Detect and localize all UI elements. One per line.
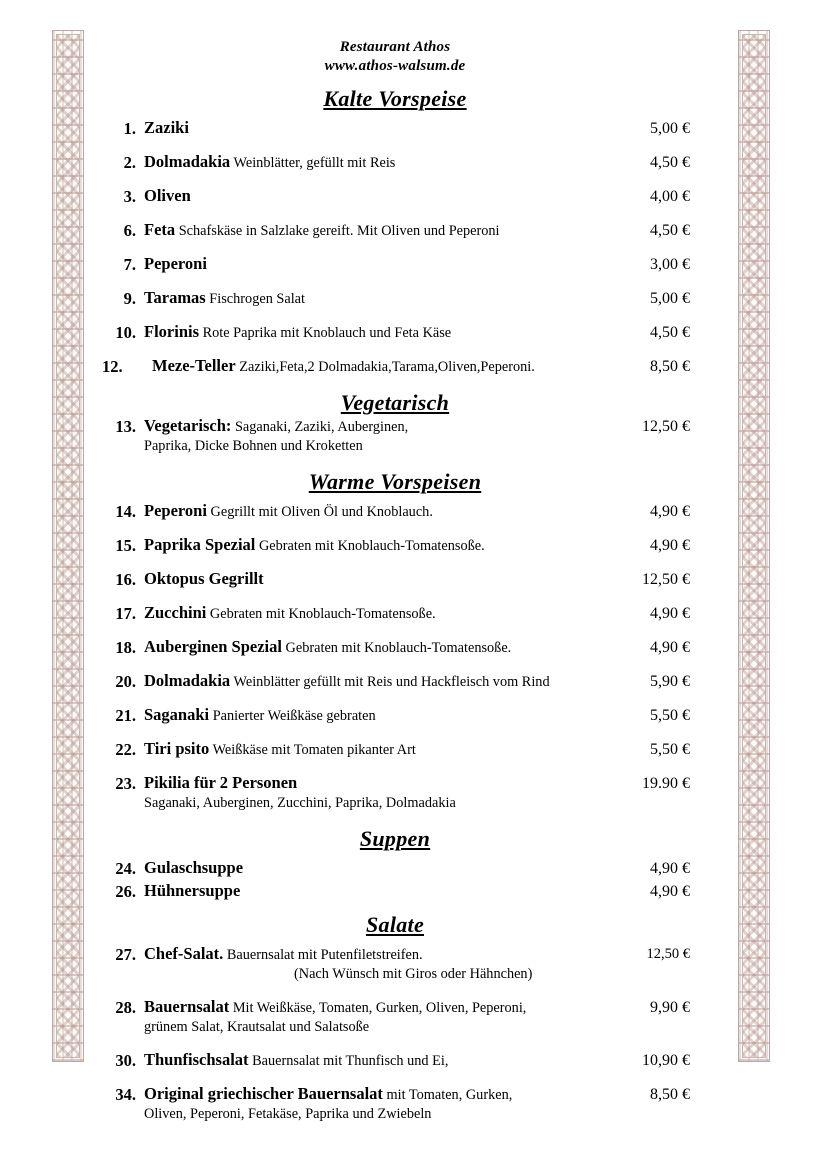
item-description: Weinblätter gefüllt mit Reis und Hackfleisch vom Rind bbox=[230, 674, 550, 690]
item-number: 12. bbox=[102, 357, 123, 376]
item-body bbox=[144, 858, 612, 879]
item-description: mit Tomaten, Gurken, bbox=[382, 1087, 513, 1103]
item-body bbox=[144, 997, 612, 1037]
item-price: 4,50 € bbox=[650, 324, 690, 341]
item-description: Gebraten mit Knoblauch-Tomatensoße. bbox=[206, 606, 436, 622]
menu-item bbox=[100, 416, 690, 456]
item-price: 8,50 € bbox=[650, 1086, 690, 1103]
item-number: 20. bbox=[115, 672, 136, 691]
item-number: 1. bbox=[123, 119, 136, 138]
menu-item bbox=[100, 254, 690, 275]
item-body bbox=[144, 637, 612, 658]
item-name: Auberginen Spezial bbox=[144, 637, 282, 656]
item-body bbox=[144, 944, 612, 984]
menu-item bbox=[100, 288, 690, 309]
menu-item bbox=[100, 152, 690, 173]
item-name: Tiri psito bbox=[144, 739, 210, 758]
item-description: Gebraten mit Knoblauch-Tomatensoße. bbox=[281, 640, 512, 656]
menu-item bbox=[100, 186, 690, 207]
item-description-line2: grünem Salat, Krautsalat und Salatsoße bbox=[144, 1019, 370, 1035]
item-body bbox=[144, 569, 612, 590]
item-price: 4,90 € bbox=[650, 605, 690, 622]
item-name: Florinis bbox=[144, 322, 200, 341]
item-number: 7. bbox=[123, 255, 136, 274]
menu-item bbox=[100, 1050, 690, 1071]
item-body bbox=[144, 152, 612, 173]
item-body bbox=[144, 288, 612, 309]
item-body bbox=[144, 416, 612, 456]
item-name: Hühnersuppe bbox=[144, 881, 241, 900]
item-number: 22. bbox=[115, 740, 136, 759]
item-number: 28. bbox=[115, 998, 136, 1017]
item-price: 19.90 € bbox=[642, 775, 690, 792]
restaurant-website: www.athos-walsum.de bbox=[324, 58, 466, 74]
item-description: Bauernsalat mit Thunfisch und Ei, bbox=[248, 1053, 449, 1069]
item-body bbox=[144, 603, 612, 624]
item-number: 26. bbox=[115, 882, 136, 901]
item-number: 27. bbox=[115, 945, 136, 964]
item-price: 4,90 € bbox=[650, 537, 690, 554]
menu-item bbox=[100, 773, 690, 813]
decorative-border-left bbox=[52, 30, 84, 1062]
item-price: 4,50 € bbox=[650, 154, 690, 171]
item-price: 4,90 € bbox=[650, 883, 690, 900]
menu-sections bbox=[100, 86, 690, 1124]
item-name: Original griechischer Bauernsalat bbox=[144, 1084, 383, 1103]
item-description: Gegrillt mit Oliven Öl und Knoblauch. bbox=[206, 504, 433, 520]
item-number: 30. bbox=[115, 1051, 136, 1070]
item-body bbox=[144, 1050, 612, 1071]
item-name: Thunfischsalat bbox=[144, 1050, 249, 1069]
decorative-border-left-inner bbox=[56, 34, 80, 1058]
item-body bbox=[144, 322, 612, 343]
item-body bbox=[152, 356, 612, 377]
decorative-border-right bbox=[738, 30, 770, 1062]
item-body bbox=[144, 671, 612, 692]
item-number: 24. bbox=[115, 859, 136, 878]
item-body bbox=[144, 501, 612, 522]
menu-item bbox=[100, 944, 690, 984]
item-description: Saganaki, Zaziki, Auberginen, bbox=[231, 419, 409, 435]
item-body bbox=[144, 705, 612, 726]
item-price: 12,50 € bbox=[642, 571, 690, 588]
item-price: 4,00 € bbox=[650, 188, 690, 205]
menu-item bbox=[100, 671, 690, 692]
item-number: 6. bbox=[123, 221, 136, 240]
item-price: 12,50 € bbox=[646, 946, 690, 962]
item-price: 5,00 € bbox=[650, 290, 690, 307]
item-body bbox=[144, 186, 612, 207]
item-number: 3. bbox=[123, 187, 136, 206]
item-price: 4,90 € bbox=[650, 639, 690, 656]
item-price: 4,90 € bbox=[650, 860, 690, 877]
section-title: Salate bbox=[365, 912, 425, 937]
item-name: Vegetarisch: bbox=[144, 416, 232, 435]
item-name: Feta bbox=[144, 220, 176, 239]
item-number: 13. bbox=[115, 417, 136, 436]
item-description: Panierter Weißkäse gebraten bbox=[209, 708, 376, 724]
item-number: 9. bbox=[123, 289, 136, 308]
item-name: Bauernsalat bbox=[144, 997, 230, 1016]
menu-item bbox=[100, 858, 690, 879]
item-description-line2: Oliven, Peperoni, Fetakäse, Paprika und Zwiebeln bbox=[144, 1106, 432, 1122]
item-description: Mit Weißkäse, Tomaten, Gurken, Oliven, Peperoni, bbox=[229, 1000, 527, 1016]
menu-item bbox=[100, 322, 690, 343]
item-name: Dolmadakia bbox=[144, 671, 231, 690]
item-body bbox=[144, 1084, 612, 1124]
section-title: Vegetarisch bbox=[340, 390, 450, 415]
item-number: 18. bbox=[115, 638, 136, 657]
menu-content bbox=[100, 38, 690, 1137]
item-description-line2: Paprika, Dicke Bohnen und Kroketten bbox=[144, 438, 363, 454]
menu-item bbox=[100, 705, 690, 726]
item-price: 4,90 € bbox=[650, 503, 690, 520]
item-price: 5,00 € bbox=[650, 120, 690, 137]
item-number: 10. bbox=[115, 323, 136, 342]
menu-item bbox=[100, 356, 690, 377]
item-name: Gulaschsuppe bbox=[144, 858, 244, 877]
item-description-line2: (Nach Wünsch mit Giros oder Hähnchen) bbox=[294, 966, 533, 982]
item-name: Oktopus Gegrillt bbox=[144, 569, 264, 588]
section-title: Suppen bbox=[359, 826, 431, 851]
item-name: Zucchini bbox=[144, 603, 207, 622]
item-price: 3,00 € bbox=[650, 256, 690, 273]
item-price: 5,50 € bbox=[650, 741, 690, 758]
item-name: Chef-Salat. bbox=[144, 944, 224, 963]
menu-item bbox=[100, 569, 690, 590]
item-name: Taramas bbox=[144, 288, 206, 307]
item-number: 34. bbox=[115, 1085, 136, 1104]
item-number: 14. bbox=[115, 502, 136, 521]
item-description-line2: Saganaki, Auberginen, Zucchini, Paprika, Dolmadakia bbox=[144, 795, 456, 811]
menu-item bbox=[100, 535, 690, 556]
item-name: Pikilia für 2 Personen bbox=[144, 773, 298, 792]
item-price: 5,90 € bbox=[650, 673, 690, 690]
item-name: Dolmadakia bbox=[144, 152, 231, 171]
item-name: Peperoni bbox=[144, 501, 207, 520]
item-description: Fischrogen Salat bbox=[205, 291, 306, 307]
item-number: 16. bbox=[115, 570, 136, 589]
item-body bbox=[144, 881, 612, 902]
menu-item bbox=[100, 997, 690, 1037]
item-price: 4,50 € bbox=[650, 222, 690, 239]
item-number: 15. bbox=[115, 536, 136, 555]
item-body bbox=[144, 535, 612, 556]
item-name: Oliven bbox=[144, 186, 191, 205]
item-description: Schafskäse in Salzlake gereift. Mit Oliven und Peperoni bbox=[175, 223, 500, 239]
section-title: Kalte Vorspeise bbox=[323, 86, 467, 111]
menu-item bbox=[100, 1084, 690, 1124]
item-number: 21. bbox=[115, 706, 136, 725]
item-name: Zaziki bbox=[144, 118, 189, 137]
item-description: Weißkäse mit Tomaten pikanter Art bbox=[209, 742, 416, 758]
item-price: 5,50 € bbox=[650, 707, 690, 724]
item-body bbox=[144, 254, 612, 275]
item-price: 10,90 € bbox=[642, 1052, 690, 1069]
item-price: 9,90 € bbox=[650, 999, 690, 1016]
item-number: 17. bbox=[115, 604, 136, 623]
item-description: Rote Paprika mit Knoblauch und Feta Käse bbox=[199, 325, 452, 341]
menu-item bbox=[100, 881, 690, 902]
menu-item bbox=[100, 501, 690, 522]
item-name: Saganaki bbox=[144, 705, 210, 724]
menu-item bbox=[100, 603, 690, 624]
section-title: Warme Vorspeisen bbox=[308, 469, 482, 494]
item-price: 8,50 € bbox=[650, 358, 690, 375]
menu-item bbox=[100, 739, 690, 760]
item-description: Gebraten mit Knoblauch-Tomatensoße. bbox=[255, 538, 485, 554]
item-price: 12,50 € bbox=[642, 418, 690, 435]
item-name: Meze-Teller bbox=[152, 356, 236, 375]
item-description: Bauernsalat mit Putenfiletstreifen. bbox=[223, 947, 423, 963]
item-name: Paprika Spezial bbox=[144, 535, 256, 554]
item-number: 2. bbox=[123, 153, 136, 172]
menu-item bbox=[100, 220, 690, 241]
item-name: Peperoni bbox=[144, 254, 207, 273]
item-number: 23. bbox=[115, 774, 136, 793]
restaurant-name: Restaurant Athos bbox=[339, 39, 451, 55]
menu-item bbox=[100, 118, 690, 139]
item-body bbox=[144, 739, 612, 760]
item-description: Zaziki,Feta,2 Dolmadakia,Tarama,Oliven,Peperoni. bbox=[235, 359, 535, 375]
decorative-border-right-inner bbox=[742, 34, 766, 1058]
item-body bbox=[144, 118, 612, 139]
item-body bbox=[144, 220, 612, 241]
item-body bbox=[144, 773, 612, 813]
menu-item bbox=[100, 637, 690, 658]
item-description: Weinblätter, gefüllt mit Reis bbox=[230, 155, 396, 171]
